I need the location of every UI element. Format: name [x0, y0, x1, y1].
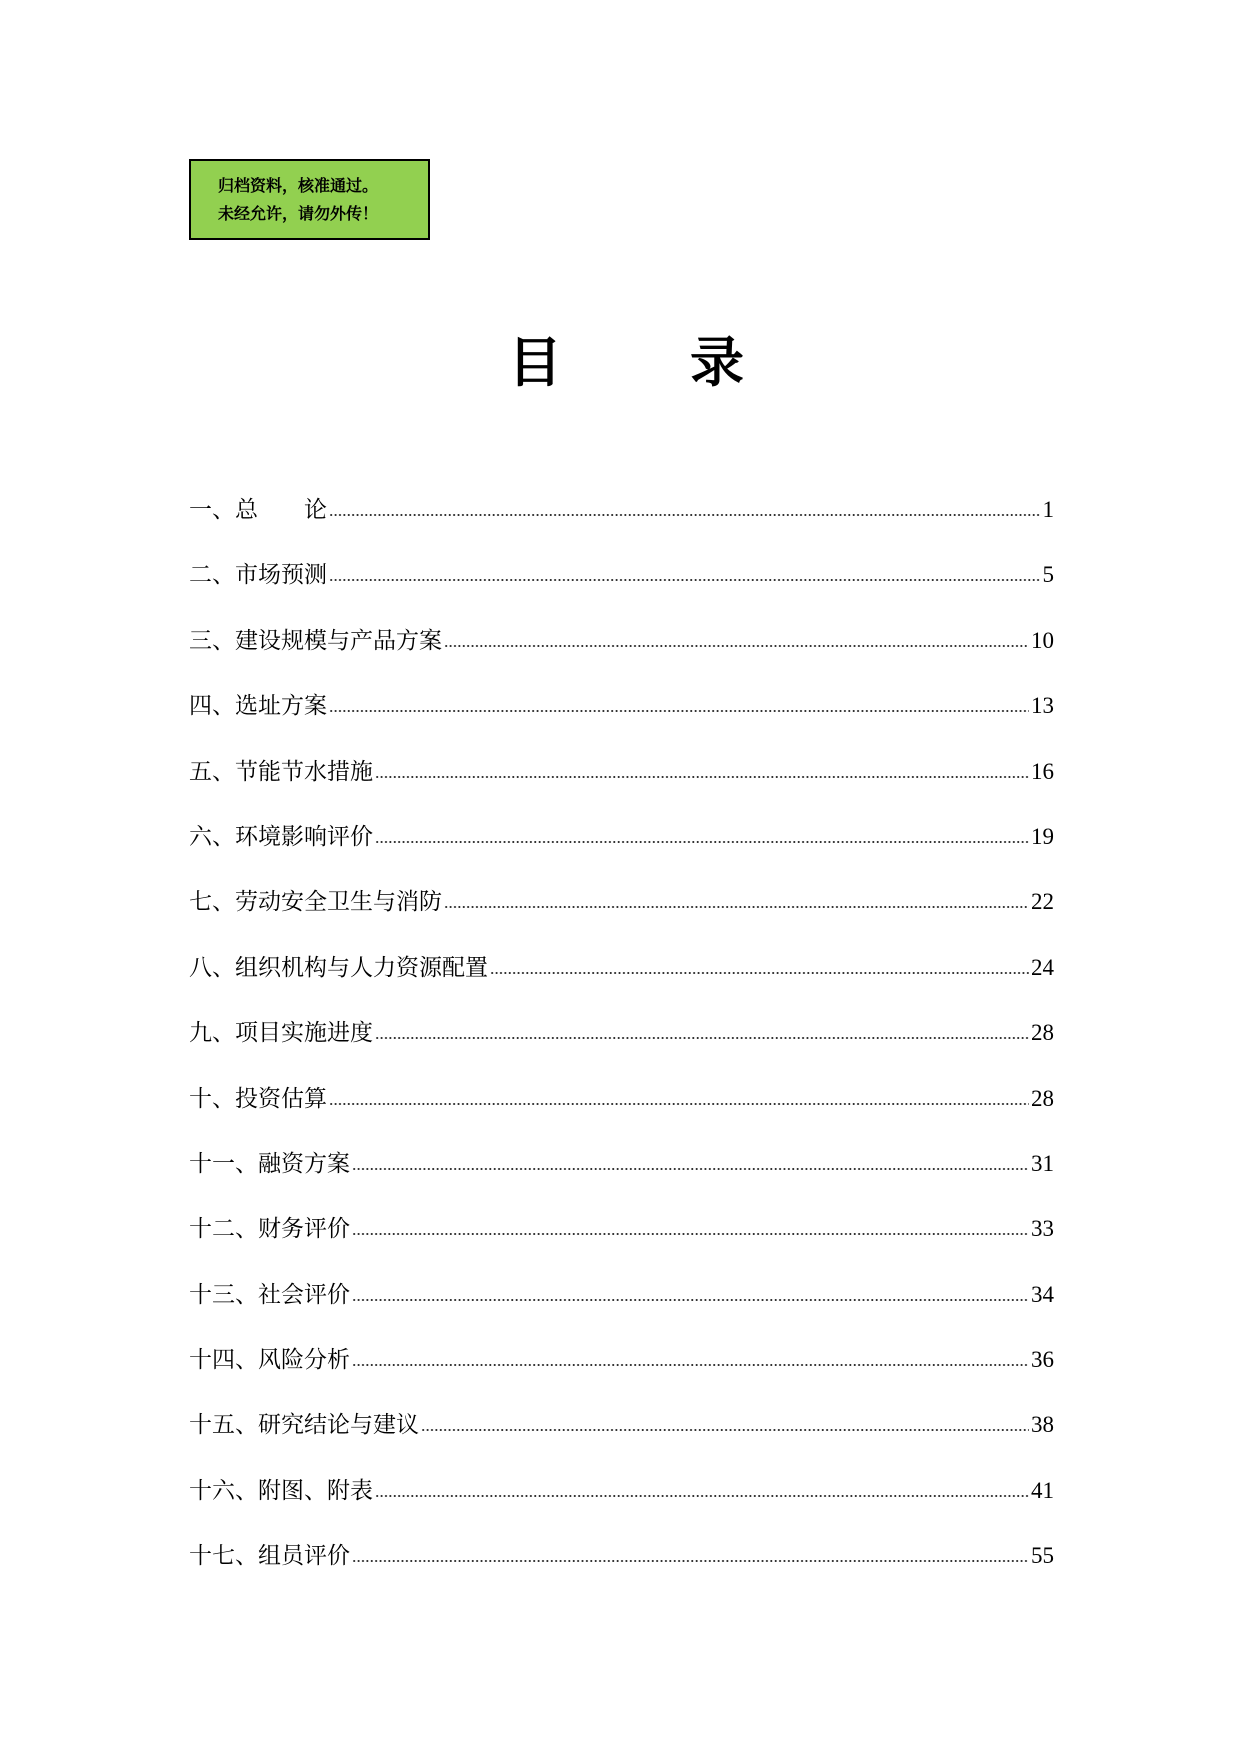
toc-entry[interactable] — [189, 752, 1054, 817]
toc-entry-page-number: 38 — [1031, 1412, 1054, 1438]
title-char-2: 录 — [690, 331, 744, 394]
toc-entry-label: 四、选址方案 — [189, 693, 327, 720]
toc-entry-page-number: 36 — [1031, 1347, 1054, 1373]
toc-entry-page-number: 28 — [1031, 1020, 1054, 1046]
table-of-contents — [189, 490, 1054, 1602]
toc-dot-leader — [490, 971, 1029, 975]
toc-entry[interactable] — [189, 882, 1054, 947]
toc-entry-label: 一、总 论 — [189, 497, 327, 523]
toc-entry[interactable] — [189, 1340, 1054, 1405]
toc-entry-page-number: 1 — [1042, 497, 1054, 522]
toc-entry[interactable] — [189, 948, 1054, 1013]
toc-dot-leader — [352, 1298, 1029, 1302]
toc-entry[interactable] — [189, 1275, 1054, 1340]
page-title — [0, 328, 1241, 398]
toc-entry-page-number: 10 — [1031, 627, 1054, 653]
toc-dot-leader — [352, 1559, 1029, 1563]
toc-dot-leader — [352, 1232, 1029, 1236]
toc-entry-page-number: 19 — [1031, 823, 1054, 849]
toc-entry[interactable] — [189, 1405, 1054, 1470]
toc-entry-label: 十一、融资方案 — [189, 1150, 350, 1177]
toc-entry-page-number: 22 — [1031, 889, 1054, 915]
toc-entry-label: 七、劳动安全卫生与消防 — [189, 889, 442, 916]
title-char-1: 目 — [508, 331, 562, 394]
notice-line-1: 归档资料，核准通过。 — [218, 176, 379, 195]
toc-entry-label: 六、环境影响评价 — [189, 823, 373, 850]
toc-dot-leader — [444, 644, 1029, 648]
toc-dot-leader — [375, 1036, 1029, 1040]
toc-entry-label: 八、组织机构与人力资源配置 — [189, 954, 488, 981]
toc-entry-page-number: 13 — [1031, 693, 1054, 719]
toc-entry-label: 十七、组员评价 — [189, 1543, 350, 1570]
toc-dot-leader — [329, 709, 1029, 713]
toc-entry[interactable] — [189, 1013, 1054, 1078]
toc-entry-page-number: 55 — [1031, 1543, 1054, 1569]
toc-entry-page-number: 41 — [1031, 1477, 1054, 1503]
toc-entry-page-number: 5 — [1042, 562, 1054, 588]
toc-dot-leader — [375, 1494, 1029, 1498]
toc-entry[interactable] — [189, 817, 1054, 882]
toc-dot-leader — [375, 840, 1029, 844]
toc-entry-label: 十、投资估算 — [189, 1085, 327, 1112]
toc-entry-label: 十四、风险分析 — [189, 1347, 350, 1374]
toc-dot-leader — [329, 578, 1041, 582]
toc-entry[interactable] — [189, 490, 1054, 555]
toc-entry[interactable] — [189, 1536, 1054, 1601]
toc-dot-leader — [444, 905, 1029, 909]
toc-entry-label: 十二、财务评价 — [189, 1216, 350, 1243]
toc-entry[interactable] — [189, 555, 1054, 620]
toc-entry[interactable] — [189, 1209, 1054, 1274]
toc-entry[interactable] — [189, 621, 1054, 686]
toc-entry-page-number: 28 — [1031, 1085, 1054, 1111]
toc-entry[interactable] — [189, 1471, 1054, 1536]
toc-entry-label: 二、市场预测 — [189, 562, 327, 589]
toc-entry-page-number: 34 — [1031, 1281, 1054, 1307]
toc-entry[interactable] — [189, 686, 1054, 751]
toc-entry-page-number: 33 — [1031, 1216, 1054, 1242]
toc-dot-leader — [329, 1102, 1029, 1106]
notice-line-2: 未经允许，请勿外传！ — [218, 204, 379, 223]
archive-notice-box — [189, 159, 430, 240]
toc-entry-label: 十六、附图、附表 — [189, 1477, 373, 1504]
toc-dot-leader — [375, 775, 1029, 779]
toc-entry[interactable] — [189, 1079, 1054, 1144]
toc-entry-label: 九、项目实施进度 — [189, 1020, 373, 1047]
toc-entry[interactable] — [189, 1144, 1054, 1209]
toc-dot-leader — [352, 1167, 1029, 1171]
toc-entry-page-number: 24 — [1031, 954, 1054, 980]
toc-entry-label: 三、建设规模与产品方案 — [189, 627, 442, 654]
toc-entry-label: 五、节能节水措施 — [189, 758, 373, 785]
toc-entry-label: 十五、研究结论与建议 — [189, 1412, 419, 1439]
toc-entry-page-number: 16 — [1031, 758, 1054, 784]
toc-dot-leader — [329, 513, 1041, 517]
toc-dot-leader — [352, 1363, 1029, 1367]
toc-entry-page-number: 31 — [1031, 1150, 1054, 1176]
toc-entry-label: 十三、社会评价 — [189, 1281, 350, 1308]
toc-dot-leader — [421, 1428, 1029, 1432]
